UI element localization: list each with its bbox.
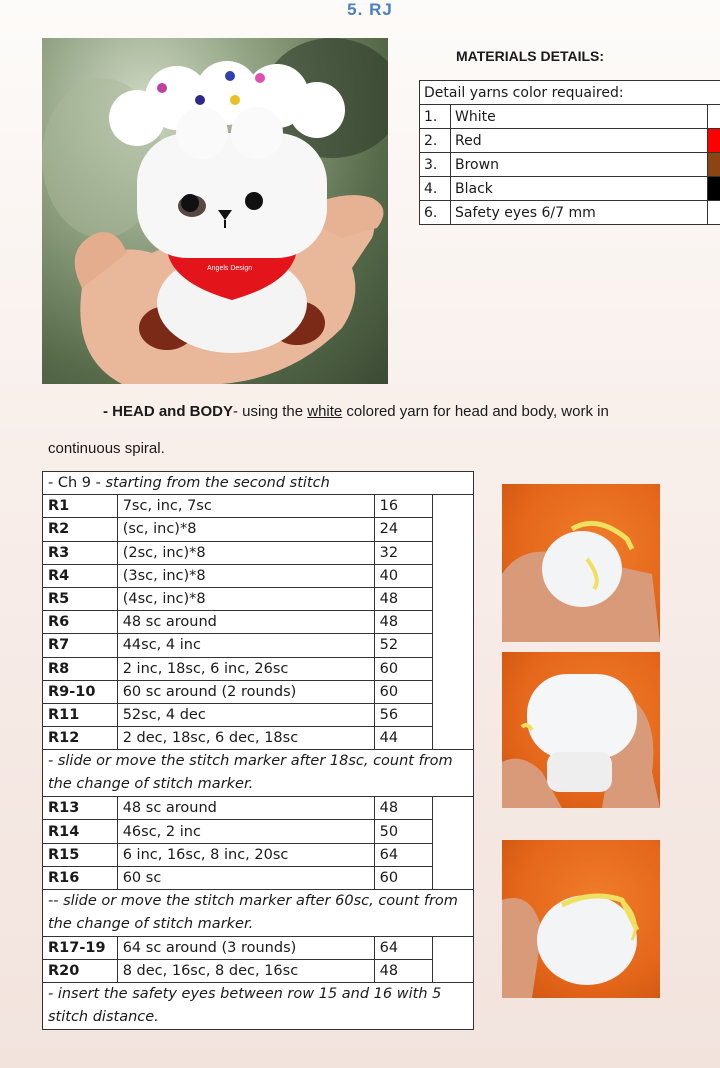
round-label: R1 <box>43 495 118 518</box>
material-number: 1. <box>420 105 451 129</box>
stitch-count: 44 <box>374 727 433 750</box>
pattern-row <box>43 634 474 657</box>
round-label: R11 <box>43 703 118 726</box>
round-label: R6 <box>43 611 118 634</box>
round-label: R17-19 <box>43 937 118 960</box>
material-label: Red <box>451 129 708 153</box>
round-instruction: 6 inc, 16sc, 8 inc, 20sc <box>117 843 374 866</box>
stitch-count: 48 <box>374 611 433 634</box>
round-label: R20 <box>43 960 118 983</box>
stitch-count: 16 <box>374 495 433 518</box>
stitch-count: 24 <box>374 518 433 541</box>
page-title: 5. RJ <box>347 0 393 19</box>
material-label: Black <box>451 177 708 201</box>
material-label: White <box>451 105 708 129</box>
material-number: 4. <box>420 177 451 201</box>
round-instruction: 52sc, 4 dec <box>117 703 374 726</box>
safety-eyes-note: - insert the safety eyes between row 15 and 16 with 5 stitch distance. <box>43 983 474 1030</box>
round-instruction: 7sc, inc, 7sc <box>117 495 374 518</box>
photo-art <box>502 652 660 808</box>
process-photo-3 <box>502 840 660 998</box>
pattern-row <box>43 587 474 610</box>
process-photo-1 <box>502 484 660 642</box>
round-instruction: 60 sc around (2 rounds) <box>117 680 374 703</box>
pattern-row <box>43 564 474 587</box>
intro-line2: continuous spiral. <box>48 440 165 457</box>
color-swatch-blank <box>708 201 720 225</box>
materials-header-row <box>420 81 720 105</box>
pattern-note-row <box>43 472 474 495</box>
stitch-count: 52 <box>374 634 433 657</box>
pattern-note-row <box>43 983 474 1030</box>
round-label: R8 <box>43 657 118 680</box>
round-instruction: 2 dec, 18sc, 6 dec, 18sc <box>117 727 374 750</box>
materials-heading: MATERIALS DETAILS: <box>456 48 605 64</box>
stitch-count: 48 <box>374 797 433 820</box>
round-instruction: 44sc, 4 inc <box>117 634 374 657</box>
round-instruction: 48 sc around <box>117 797 374 820</box>
intro-text: - using the <box>233 403 308 420</box>
pattern-table <box>42 471 474 1030</box>
color-swatch-red <box>708 129 720 153</box>
stitch-count: 60 <box>374 657 433 680</box>
material-label: Safety eyes 6/7 mm <box>451 201 708 225</box>
pattern-row <box>43 518 474 541</box>
start-note-italic: starting from the second stitch <box>105 475 330 492</box>
checkbox-column <box>433 797 474 890</box>
material-label: Brown <box>451 153 708 177</box>
round-instruction: (2sc, inc)*8 <box>117 541 374 564</box>
stitch-count: 56 <box>374 703 433 726</box>
materials-table <box>419 80 720 225</box>
round-label: R14 <box>43 820 118 843</box>
pattern-row <box>43 541 474 564</box>
materials-row <box>420 177 720 201</box>
photo-art <box>502 484 660 642</box>
intro-underlined: white <box>307 403 343 420</box>
pattern-row <box>43 657 474 680</box>
round-label: R12 <box>43 727 118 750</box>
stitch-count: 40 <box>374 564 433 587</box>
round-label: R5 <box>43 587 118 610</box>
stitch-marker-note: -- slide or move the stitch marker after 60sc, count from the change of stitch marker. <box>43 890 474 937</box>
pattern-row <box>43 611 474 634</box>
round-instruction: 2 inc, 18sc, 6 inc, 26sc <box>117 657 374 680</box>
pattern-row <box>43 820 474 843</box>
material-number: 3. <box>420 153 451 177</box>
pattern-row <box>43 797 474 820</box>
round-instruction: (sc, inc)*8 <box>117 518 374 541</box>
pattern-row <box>43 937 474 960</box>
material-number: 2. <box>420 129 451 153</box>
round-instruction: 64 sc around (3 rounds) <box>117 937 374 960</box>
round-label: R3 <box>43 541 118 564</box>
stitch-count: 32 <box>374 541 433 564</box>
stitch-count: 64 <box>374 843 433 866</box>
color-swatch-brown <box>708 153 720 177</box>
photo-art <box>502 840 660 998</box>
stitch-count: 50 <box>374 820 433 843</box>
round-instruction: 48 sc around <box>117 611 374 634</box>
pattern-row <box>43 680 474 703</box>
main-photo <box>42 38 388 384</box>
section-intro <box>103 403 609 420</box>
round-label: R4 <box>43 564 118 587</box>
material-number: 6. <box>420 201 451 225</box>
color-swatch-black <box>708 177 720 201</box>
crochet-doll-illustration <box>42 38 388 384</box>
materials-header: Detail yarns color requaired: <box>420 81 720 105</box>
start-note-prefix: - Ch 9 - <box>48 475 106 492</box>
stitch-count: 60 <box>374 680 433 703</box>
start-note <box>43 472 474 495</box>
stitch-count: 60 <box>374 866 433 889</box>
color-swatch-white <box>708 105 720 129</box>
pattern-note-row <box>43 890 474 937</box>
materials-row <box>420 105 720 129</box>
intro-text: colored yarn for head and body, work in <box>342 403 609 420</box>
section-title: - HEAD and BODY <box>103 403 234 420</box>
pattern-note-row <box>43 750 474 797</box>
round-label: R2 <box>43 518 118 541</box>
round-label: R16 <box>43 866 118 889</box>
pattern-row <box>43 727 474 750</box>
stitch-count: 48 <box>374 960 433 983</box>
pattern-row <box>43 960 474 983</box>
round-label: R13 <box>43 797 118 820</box>
round-label: R7 <box>43 634 118 657</box>
process-photo-2 <box>502 652 660 808</box>
round-instruction: 60 sc <box>117 866 374 889</box>
pattern-row <box>43 843 474 866</box>
checkbox-column <box>433 937 474 983</box>
stitch-marker-note: - slide or move the stitch marker after 18sc, count from the change of stitch marker. <box>43 750 474 797</box>
pattern-row <box>43 866 474 889</box>
round-instruction: (3sc, inc)*8 <box>117 564 374 587</box>
checkbox-column <box>433 495 474 750</box>
materials-row <box>420 201 720 225</box>
round-instruction: (4sc, inc)*8 <box>117 587 374 610</box>
stitch-count: 48 <box>374 587 433 610</box>
round-label: R9-10 <box>43 680 118 703</box>
round-label: R15 <box>43 843 118 866</box>
round-instruction: 8 dec, 16sc, 8 dec, 16sc <box>117 960 374 983</box>
photo-watermark: Angels Design <box>207 265 253 272</box>
round-instruction: 46sc, 2 inc <box>117 820 374 843</box>
materials-row <box>420 129 720 153</box>
pattern-row <box>43 703 474 726</box>
stitch-count: 64 <box>374 937 433 960</box>
pattern-row <box>43 495 474 518</box>
materials-row <box>420 153 720 177</box>
